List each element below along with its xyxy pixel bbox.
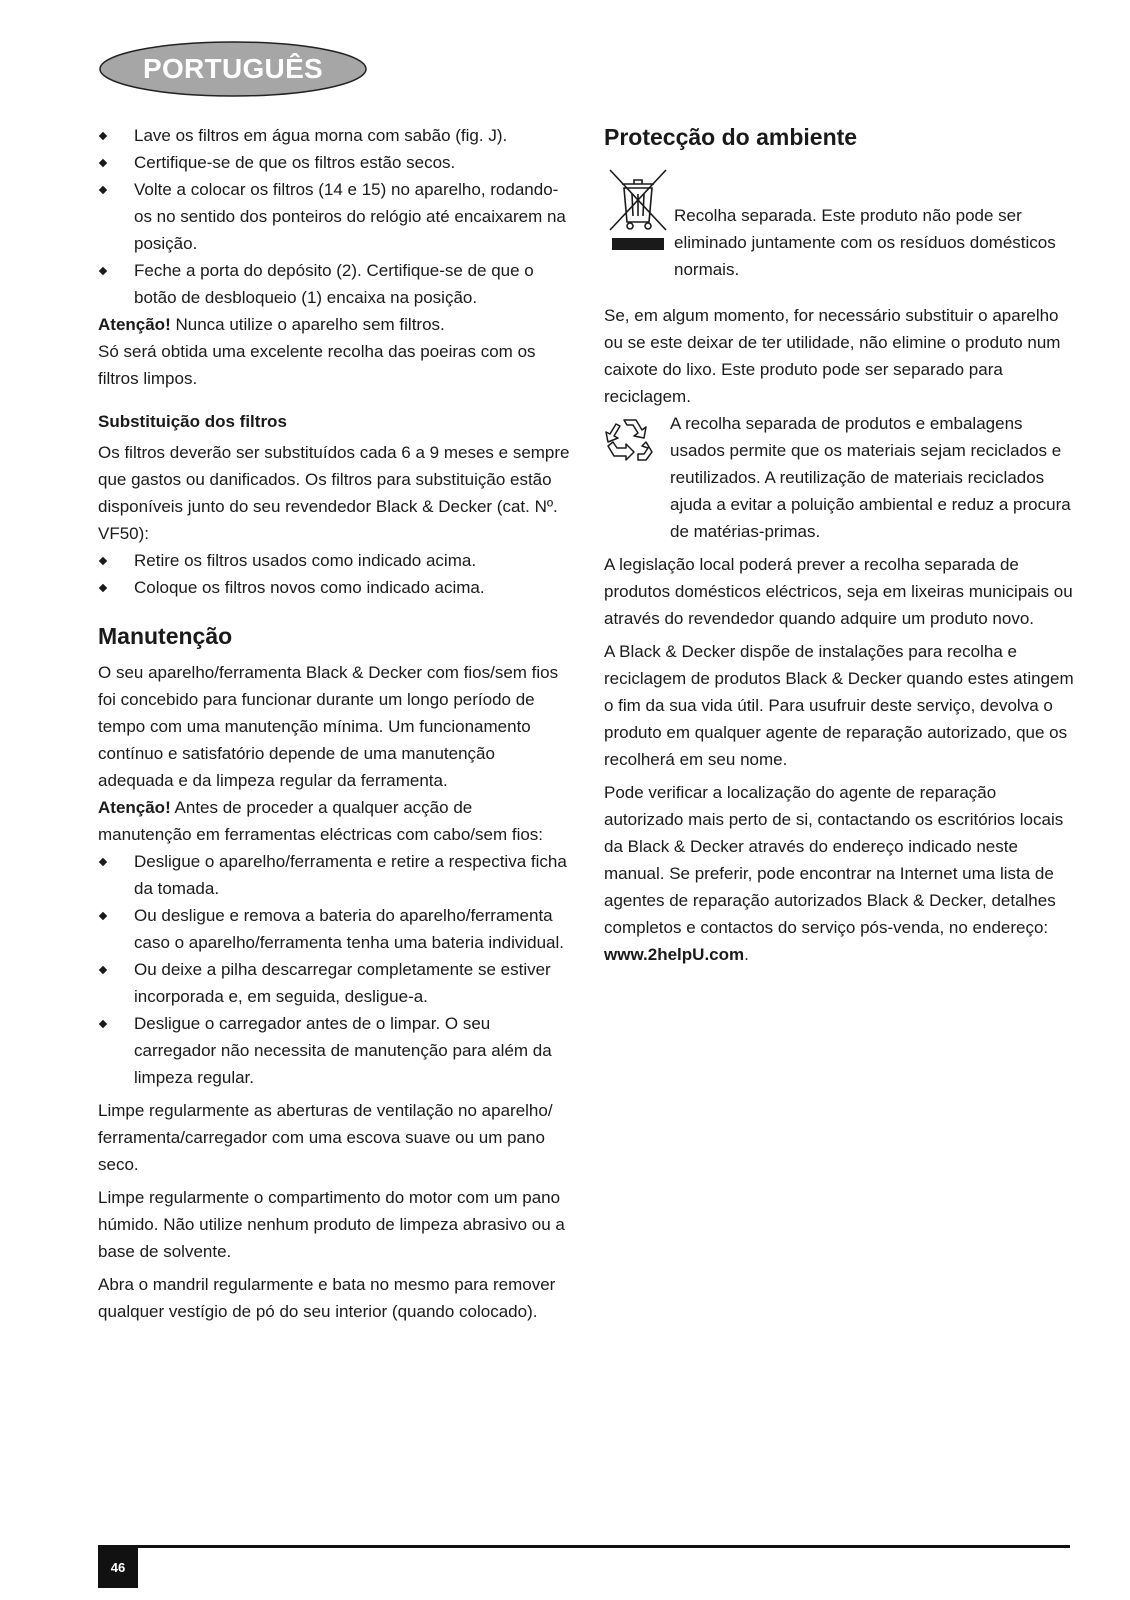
list-item: Retire os filtros usados como indicado acima. <box>98 547 570 574</box>
language-label: PORTUGUÊS <box>142 53 324 84</box>
warning-label: Atenção! <box>98 315 171 334</box>
list-item: Desligue o aparelho/ferramenta e retire a respectiva ficha da tomada. <box>98 848 570 902</box>
clean-vents-paragraph: Limpe regularmente as aberturas de ventilação no aparelho/ ferramenta/carregador com uma escova suave ou um pano seco. <box>98 1101 553 1174</box>
website-suffix: . <box>744 945 749 964</box>
language-badge <box>98 40 368 98</box>
list-item: Volte a colocar os filtros (14 e 15) no aparelho, rodando-os no sentido dos ponteiros do relógio até encaixarem na posição. <box>98 176 570 257</box>
filters-paragraph: Os filtros deverão ser substituídos cada 6 a 9 meses e sempre que gastos ou danificados. Os filtros para substituição estão disponíveis junto do seu revendedor Black & Decker (cat. Nº. VF50): <box>98 443 570 543</box>
left-column <box>98 122 570 1331</box>
replace-paragraph: Se, em algum momento, for necessário substituir o aparelho ou se este deixar de ter utilidade, não elimine o produto num caixote do lixo. Este produto pode ser separado para reciclagem. <box>604 306 1061 406</box>
black-decker-paragraph: A Black & Decker dispõe de instalações para recolha e reciclagem de produtos Black & Decker quando estes atingem o fim da sua vida útil. Para usufruir deste serviço, devolva o produto em qualquer agente de reparação autorizado, que os recolherá em seu nome. <box>604 642 1074 769</box>
verify-text: Pode verificar a localização do agente de reparação autorizado mais perto de si, contactando os escritórios locais da Black & Decker através do endereço indicado neste manual. Se preferir, pode encontrar na Internet uma lista de agentes de reparação autorizados Black & Decker, detalhes completos e contactos do serviço pós-venda, no endereço: <box>604 783 1064 937</box>
separate-collection-block <box>604 166 1074 284</box>
website-link[interactable]: www.2helpU.com <box>604 945 745 964</box>
page-number: 46 <box>98 1548 138 1588</box>
list-item: Lave os filtros em água morna com sabão (fig. J). <box>98 122 570 149</box>
warning-maintenance <box>98 794 570 848</box>
recycle-icon <box>604 414 656 464</box>
warning-text: Antes de proceder a qualquer acção de manutenção em ferramentas eléctricas com cabo/sem fios: <box>98 798 544 844</box>
verify-paragraph <box>604 779 1074 968</box>
warning-text: Nunca utilize o aparelho sem filtros. <box>170 315 445 334</box>
warning-followup: Só será obtida uma excelente recolha das poeiras com os filtros limpos. <box>98 342 536 388</box>
recycling-text: A recolha separada de produtos e embalagens usados permite que os materiais sejam reciclados e reutilizados. A reutilização de materiais reciclados ajuda a evitar a poluição ambiental e reduz a procura de matérias-primas. <box>670 414 1071 541</box>
maintenance-heading: Manutenção <box>98 623 233 649</box>
legislation-paragraph: A legislação local poderá prever a recolha separada de produtos domésticos eléctricos, seja em lixeiras municipais ou através do revendedor quando adquire um produto novo. <box>604 555 1073 628</box>
list-item: Ou deixe a pilha descarregar completamente se estiver incorporada e, em seguida, desligue-a. <box>98 956 570 1010</box>
environment-heading: Protecção do ambiente <box>604 124 858 150</box>
maintenance-steps <box>98 848 570 1091</box>
list-item: Certifique-se de que os filtros estão secos. <box>98 149 570 176</box>
filters-heading: Substituição dos filtros <box>98 412 287 431</box>
list-item: Ou desligue e remova a bateria do aparelho/ferramenta caso o aparelho/ferramenta tenha uma bateria individual. <box>98 902 570 956</box>
list-item: Feche a porta do depósito (2). Certifique-se de que o botão de desbloqueio (1) encaixa na posição. <box>98 257 570 311</box>
right-column <box>604 122 1074 974</box>
list-item: Coloque os filtros novos como indicado acima. <box>98 574 570 601</box>
warning-label: Atenção! <box>98 798 171 817</box>
footer-rule <box>98 1545 1070 1548</box>
recycling-block <box>604 410 1074 545</box>
maintenance-paragraph: O seu aparelho/ferramenta Black & Decker com fios/sem fios foi concebido para funcionar durante um longo período de tempo com uma manutenção mínima. Um funcionamento contínuo e satisfatório depende de uma manutenção adequada e da limpeza regular da ferramenta. <box>98 663 559 790</box>
separate-collection-text: Recolha separada. Este produto não pode ser eliminado juntamente com os resíduos domésticos normais. <box>674 206 1056 279</box>
crossed-out-wheelie-bin-icon <box>608 166 668 256</box>
list-item: Desligue o carregador antes de o limpar. O seu carregador não necessita de manutenção para além da limpeza regular. <box>98 1010 570 1091</box>
filter-clean-steps <box>98 122 570 311</box>
clean-motor-paragraph: Limpe regularmente o compartimento do motor com um pano húmido. Não utilize nenhum produto de limpeza abrasivo ou a base de solvente. <box>98 1188 565 1261</box>
warning-filters <box>98 311 570 338</box>
filter-replace-steps <box>98 547 570 601</box>
clean-chuck-paragraph: Abra o mandril regularmente e bata no mesmo para remover qualquer vestígio de pó do seu interior (quando colocado). <box>98 1275 556 1321</box>
